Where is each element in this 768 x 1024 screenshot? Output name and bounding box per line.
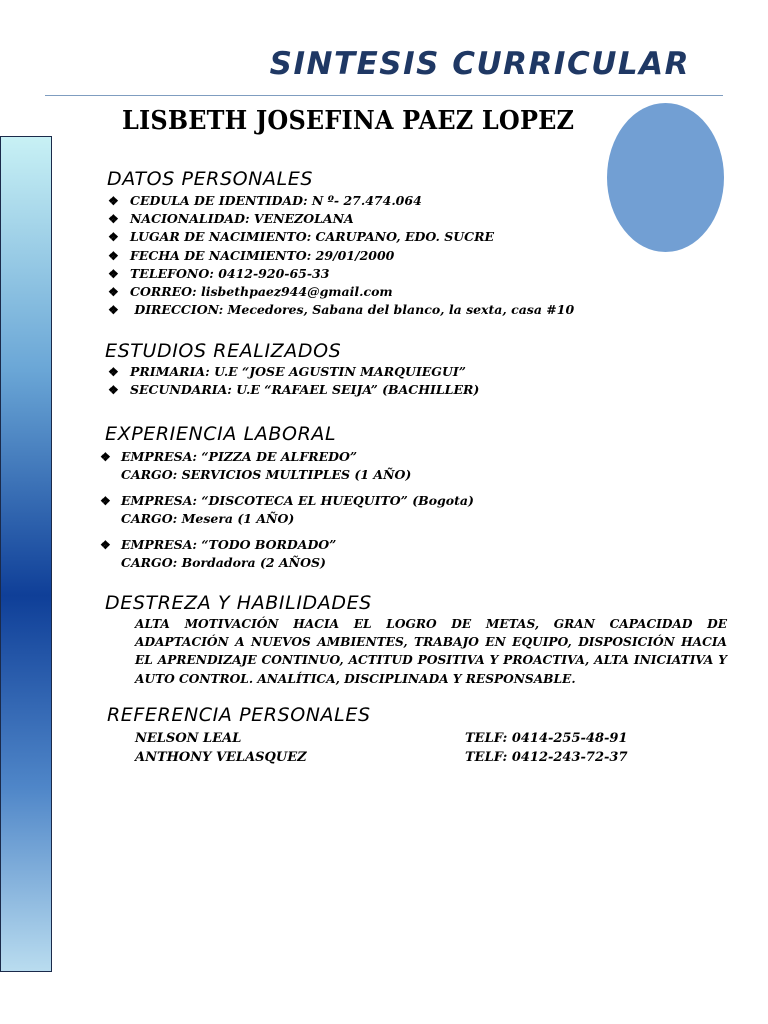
document-title: SINTESIS CURRICULAR bbox=[269, 46, 690, 82]
diamond-bullet-icon: ❖ bbox=[108, 383, 119, 398]
list-item: ❖ CEDULA DE IDENTIDAD: N º- 27.474.064 bbox=[108, 192, 574, 210]
job-role: CARGO: Mesera (1 AÑO) bbox=[121, 511, 295, 527]
job-entry bbox=[100, 448, 600, 484]
reference-phone: TELF: 0414-255-48-91 bbox=[465, 731, 628, 746]
list-item: ❖ NACIONALIDAD: VENEZOLANA bbox=[108, 210, 574, 228]
section-studies-heading: ESTUDIOS REALIZADOS bbox=[105, 340, 342, 362]
list-item: ❖ SECUNDARIA: U.E “RAFAEL SEIJA” (BACHILLER) bbox=[108, 381, 479, 399]
section-experience-heading: EXPERIENCIA LABORAL bbox=[105, 423, 337, 445]
job-company: EMPRESA: “DISCOTECA EL HUEQUITO” (Bogota) bbox=[121, 493, 474, 508]
job-entry bbox=[100, 536, 600, 572]
list-item: ❖ LUGAR DE NACIMIENTO: CARUPANO, EDO. SUCRE bbox=[108, 228, 574, 246]
diamond-bullet-icon: ❖ bbox=[108, 365, 119, 379]
photo-placeholder bbox=[607, 103, 724, 252]
list-item: ❖ FECHA DE NACIMIENTO: 29/01/2000 bbox=[108, 247, 574, 265]
diamond-bullet-icon: ❖ bbox=[100, 494, 111, 508]
section-personal-heading: DATOS PERSONALES bbox=[107, 168, 314, 190]
personal-data-list bbox=[108, 192, 574, 319]
diamond-bullet-icon: ❖ bbox=[108, 230, 119, 245]
title-divider bbox=[45, 95, 723, 96]
diamond-bullet-icon: ❖ bbox=[108, 194, 119, 208]
list-item: ❖ DIRECCION: Mecedores, Sabana del blanco, la sexta, casa #10 bbox=[108, 301, 574, 319]
job-company: EMPRESA: “TODO BORDADO” bbox=[121, 537, 337, 552]
skills-paragraph: ALTA MOTIVACIÓN HACIA EL LOGRO DE METAS, GRAN CAPACIDAD DE ADAPTACIÓN A NUEVOS AMBIENTES, TRABAJO EN EQUIPO, DISPOSICIÓN HACIA EL APRENDIZAJE CONTINUO, ACTITUD POSITIVA Y PROACTIVA, ALTA INICIATIVA Y AUTO CONTROL. ANALÍTICA, DISCIPLINADA Y RESPONSABLE. bbox=[135, 617, 727, 686]
job-role: CARGO: Bordadora (2 AÑOS) bbox=[121, 555, 326, 571]
candidate-name: LISBETH JOSEFINA PAEZ LOPEZ bbox=[122, 106, 575, 136]
diamond-bullet-icon: ❖ bbox=[100, 450, 111, 464]
reference-phone: TELF: 0412-243-72-37 bbox=[465, 750, 628, 765]
decorative-sidebar bbox=[0, 136, 52, 972]
job-company: EMPRESA: “PIZZA DE ALFREDO” bbox=[121, 449, 358, 464]
section-references-heading: REFERENCIA PERSONALES bbox=[107, 704, 371, 726]
job-entry bbox=[100, 492, 600, 528]
diamond-bullet-icon: ❖ bbox=[100, 538, 111, 552]
diamond-bullet-icon: ❖ bbox=[108, 212, 119, 227]
diamond-bullet-icon: ❖ bbox=[108, 266, 119, 281]
section-skills-heading: DESTREZA Y HABILIDADES bbox=[105, 592, 372, 614]
reference-name: NELSON LEAL bbox=[135, 731, 242, 746]
diamond-bullet-icon: ❖ bbox=[108, 303, 119, 318]
job-role: CARGO: SERVICIOS MULTIPLES (1 AÑO) bbox=[121, 467, 412, 483]
list-item: ❖ CORREO: lisbethpaez944@gmail.com bbox=[108, 283, 574, 301]
studies-list bbox=[108, 363, 479, 399]
reference-name: ANTHONY VELASQUEZ bbox=[135, 750, 307, 765]
diamond-bullet-icon: ❖ bbox=[108, 248, 119, 263]
list-item: ❖ PRIMARIA: U.E “JOSE AGUSTIN MARQUIEGUI” bbox=[108, 363, 479, 381]
diamond-bullet-icon: ❖ bbox=[108, 285, 119, 300]
list-item: ❖ TELEFONO: 0412-920-65-33 bbox=[108, 265, 574, 283]
